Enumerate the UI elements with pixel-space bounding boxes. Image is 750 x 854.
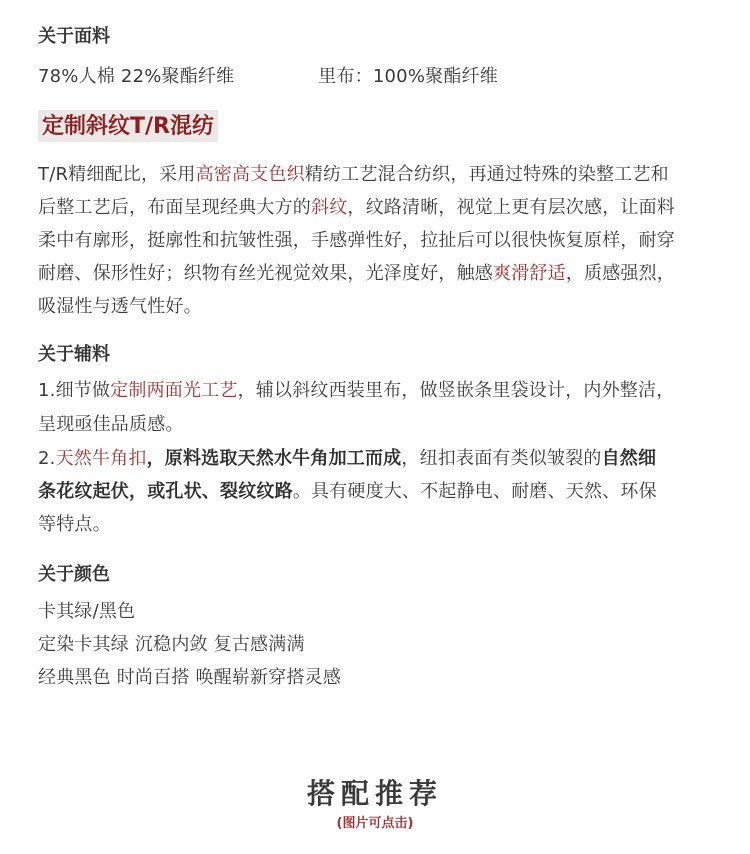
text-segment: T/R精细配比，采用 <box>38 164 196 185</box>
accessory-item-2-line-1 <box>38 444 656 470</box>
fabric-composition-main: 78%人棉 22%聚酯纤维 <box>38 66 235 87</box>
accessories-heading: 关于辅料 <box>38 344 110 365</box>
bold-text: ，原料选取天然水牛角加工而成 <box>146 448 402 469</box>
bold-text: 条花纹起伏，或孔状、裂纹纹路 <box>38 481 293 502</box>
feature-line-5: 吸湿性与透气性好。 <box>38 296 202 317</box>
color-line-1: 卡其绿/黑色 <box>38 601 136 622</box>
text-segment: 1.细节做 <box>38 380 111 401</box>
text-segment: 。具有硬度大、不起静电、耐磨、天然、环保 <box>292 481 657 502</box>
fabric-composition-row <box>38 62 498 88</box>
feature-line-1 <box>38 160 669 186</box>
text-segment: 2. <box>38 448 56 469</box>
accessory-item-2-line-2 <box>38 477 657 503</box>
feature-title: 定制斜纹T/R混纺 <box>38 110 218 142</box>
fabric-composition-lining: 里布：100%聚酯纤维 <box>318 66 498 87</box>
text-segment: ，纽扣表面有类似皱裂的 <box>401 448 602 469</box>
text-segment: ，辅以斜纹西装里布，做竖嵌条里袋设计，内外整洁， <box>237 380 675 401</box>
accessory-item-1-line-1 <box>38 376 674 402</box>
text-segment: 耐磨、保形性好；织物有丝光视觉效果，光泽度好，触感 <box>38 263 493 284</box>
highlight-text: 斜纹 <box>311 197 348 218</box>
bold-text: 自然细 <box>601 448 657 469</box>
highlight-text: 天然牛角扣 <box>55 448 147 469</box>
colors-heading: 关于颜色 <box>38 564 110 585</box>
text-segment: ，纹路清晰，视觉上更有层次感，让面料 <box>347 197 676 218</box>
recommend-title: 搭配推荐 <box>306 777 443 810</box>
feature-line-2 <box>38 193 675 219</box>
color-line-3: 经典黑色 时尚百搭 唤醒崭新穿搭灵感 <box>38 667 342 688</box>
recommend-subtitle: (图片可点击) <box>336 816 414 831</box>
feature-line-3: 柔中有廓形，挺廓性和抗皱性强，手感弹性好，拉扯后可以很快恢复原样，耐穿 <box>38 230 675 251</box>
highlight-text: 高密高支色织 <box>195 164 305 185</box>
highlight-text: 定制两面光工艺 <box>110 380 238 401</box>
accessory-item-2-line-3: 等特点。 <box>38 514 111 535</box>
text-segment: 后整工艺后，布面呈现经典大方的 <box>38 197 311 218</box>
text-segment: 精纺工艺混合纺织，再通过特殊的染整工艺和 <box>304 164 669 185</box>
feature-line-4 <box>38 259 675 285</box>
highlight-text: 爽滑舒适 <box>493 263 566 284</box>
accessory-item-1-line-2: 呈现亟佳品质感。 <box>38 414 184 435</box>
fabric-heading: 关于面料 <box>38 26 110 47</box>
text-segment: ，质感强烈， <box>565 263 676 284</box>
color-line-2: 定染卡其绿 沉稳内敛 复古感满满 <box>38 634 305 655</box>
